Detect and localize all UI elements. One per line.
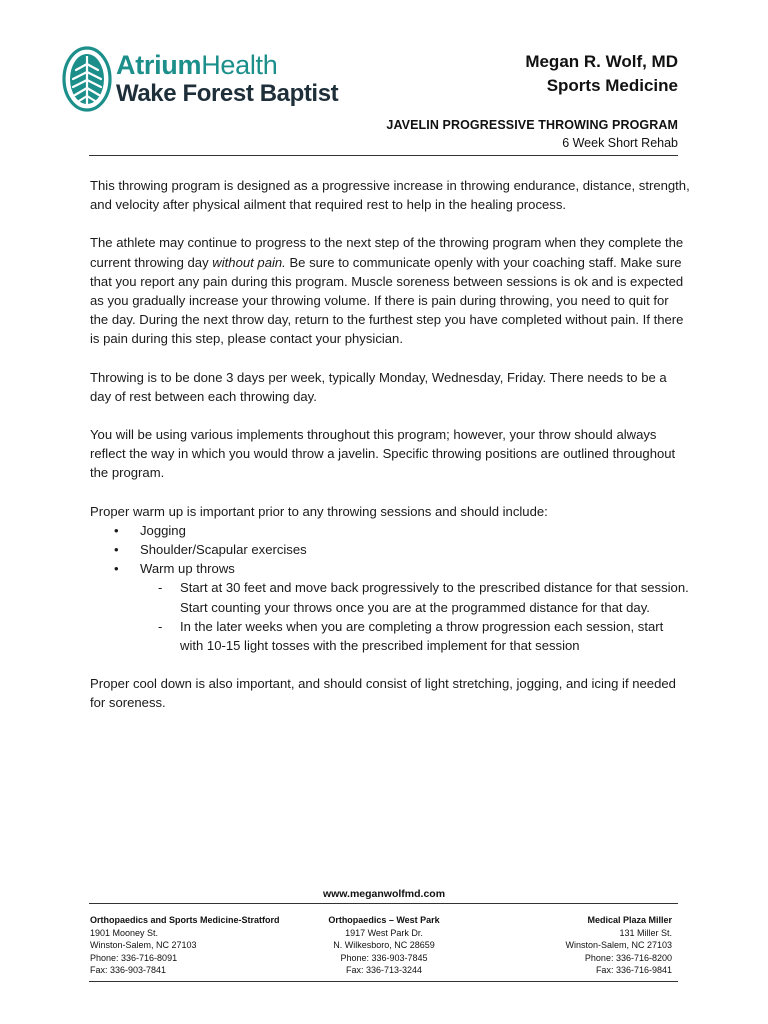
doctor-name: Megan R. Wolf, MD bbox=[525, 52, 678, 71]
list-item: - Start at 30 feet and move back progressively to the prescribed distance for that session. Start counting your throws once you are at the programmed distance for that day. bbox=[158, 580, 689, 615]
footer-bottom-divider bbox=[89, 981, 678, 982]
location-city: N. Wilkesboro, NC 28659 bbox=[333, 940, 435, 951]
list-item: • Shoulder/Scapular exercises bbox=[90, 540, 690, 559]
department-name: Sports Medicine bbox=[546, 76, 678, 95]
bullet-glyph: • bbox=[114, 561, 119, 577]
location-name: Orthopaedics and Sports Medicine-Stratford bbox=[90, 915, 280, 925]
location-city: Winston-Salem, NC 27103 bbox=[90, 940, 197, 951]
location-fax: Fax: 336-903-7841 bbox=[90, 965, 167, 976]
bullet-glyph: • bbox=[114, 522, 119, 538]
atrium-health-logo bbox=[62, 44, 339, 114]
cooldown-paragraph: Proper cool down is also important, and should consist of light stretching, jogging, and icing if needed for soreness. bbox=[90, 676, 676, 711]
warmup-throws-sublist bbox=[90, 578, 690, 655]
location-miller bbox=[565, 914, 672, 977]
schedule-paragraph: Throwing is to be done 3 days per week, typically Monday, Wednesday, Friday. There needs to be a day of rest between each throwing day. bbox=[90, 369, 667, 404]
intro-paragraph: This throwing program is designed as a progressive increase in throwing endurance, distance, strength, and velocity after physical ailment that required rest to help in the healing process. bbox=[90, 178, 690, 213]
location-street: 131 Miller St. bbox=[619, 927, 672, 938]
location-phone: Phone: 336-716-8091 bbox=[90, 952, 178, 963]
program-title: JAVELIN PROGRESSIVE THROWING PROGRAM bbox=[386, 118, 678, 132]
footer-divider bbox=[89, 903, 678, 904]
location-street: 1917 West Park Dr. bbox=[345, 927, 423, 938]
location-phone: Phone: 336-716-8200 bbox=[584, 952, 672, 963]
emphasis-text: without pain. bbox=[212, 254, 286, 270]
list-item: • Jogging bbox=[90, 521, 690, 540]
list-item: • Warm up throws bbox=[90, 559, 690, 578]
progression-paragraph: The athlete may continue to progress to the next step of the throwing program when they complete the current throwing day without pain. Be sure to communicate openly with your coaching staff. Make sure that you report any pain during this program. Muscle soreness between sessions is ok and is expected as you gradually increase your throwing volume. If there is pain during throwing, you need to quit for the day. During the next throw day, return to the furthest step you have completed without pain. If there is pain during this step, please contact your physician. bbox=[90, 235, 684, 347]
warmup-intro: Proper warm up is important prior to any throwing sessions and should include: bbox=[90, 503, 548, 519]
location-fax: Fax: 336-716-9841 bbox=[595, 965, 672, 976]
location-fax: Fax: 336-713-3244 bbox=[345, 965, 423, 976]
implements-paragraph: You will be using various implements throughout this program; however, your throw should always reflect the way in which you would throw a javelin. Specific throwing positions are outlined throughout the program. bbox=[90, 427, 676, 481]
location-street: 1901 Mooney St. bbox=[90, 927, 159, 938]
logo-wordmark-line2: Wake Forest Baptist bbox=[116, 80, 339, 107]
location-name: Medical Plaza Miller bbox=[587, 915, 672, 925]
location-west-park bbox=[300, 914, 468, 977]
list-item: - In the later weeks when you are completing a throw progression each session, start with 10-15 light tosses with the prescribed implement for that session bbox=[158, 618, 664, 654]
bullet-glyph: • bbox=[114, 542, 119, 558]
website-link[interactable]: www.meganwolfmd.com bbox=[322, 888, 446, 900]
tree-leaf-logo-icon bbox=[62, 46, 112, 112]
header-divider bbox=[89, 155, 678, 156]
program-subtitle: 6 Week Short Rehab bbox=[562, 136, 678, 150]
warmup-list bbox=[90, 521, 690, 579]
location-stratford bbox=[90, 914, 280, 977]
location-city: Winston-Salem, NC 27103 bbox=[565, 940, 672, 951]
dash-glyph: - bbox=[158, 580, 163, 596]
document-body bbox=[90, 176, 690, 713]
dash-glyph: - bbox=[158, 618, 163, 634]
logo-wordmark-line1: AtriumHealth bbox=[116, 50, 278, 80]
doctor-block bbox=[525, 50, 678, 98]
location-phone: Phone: 336-903-7845 bbox=[340, 952, 428, 963]
location-name: Orthopaedics – West Park bbox=[328, 915, 440, 925]
